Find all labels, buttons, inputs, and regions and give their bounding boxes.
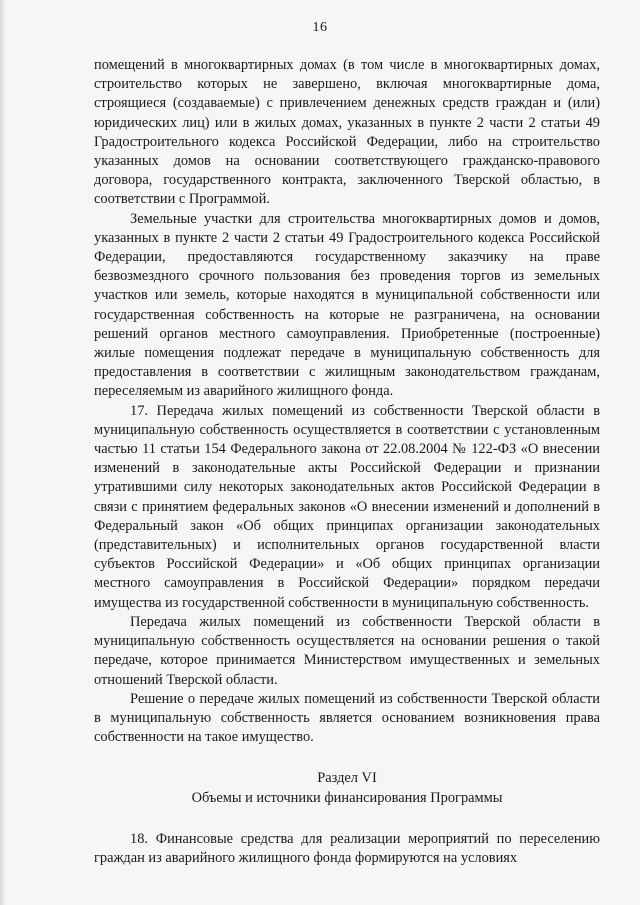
paragraph-item-17: 17. Передача жилых помещений из собственности Тверской области в муниципальную собственность осуществляется в соответствии с установленным частью 11 статьи 154 Федерального закона от 22.08.2004 № 122-ФЗ «О внесении изменений в законодательные акты Российской Федерации и признании утратившими силу некоторых законодательных актов Российской Федерации в связи с принятием федеральных законов «О внесении изменений и дополнений в Федеральный закон «Об общих принципах организации законодательных (представительных) и исполнительных органов государственной власти субъектов Российской Федерации» и «Об общих принципах организации местного самоуправления в Российской Федерации» порядком передачи имущества из государственной собственности в муниципальную собственность.: [94, 402, 600, 611]
paragraph-item-18: 18. Финансовые средства для реализации мероприятий по переселению граждан из аварийного жилищного фонда формируются на условиях: [94, 830, 600, 866]
section-subheading: Объемы и источники финансирования Программы: [191, 789, 503, 806]
paragraph-continuation: помещений в многоквартирных домах (в том числе в многоквартирных домах, строительство которых не завершено, включая многоквартирные дома, строящиеся (создаваемые) с привлечением денежных средств граждан и (или) юридических лиц) или в жилых домах, указанных в пункте 2 части 2 статьи 49 Градостроительного кодекса Российской Федерации, либо на строительство указанных домов на основании соответствующего гражданско-правового договора, государственного контракта, заключенного Тверской областью, в соответствии с Программой.: [94, 57, 600, 208]
document-body: [94, 56, 600, 868]
section-heading: Раздел VI: [317, 770, 377, 787]
page-edge-shadow: [0, 0, 6, 905]
paragraph-transfer-decision: Передача жилых помещений из собственности Тверской области в муниципальную собственность осуществляется на основании решения о такой передаче, которое принимается Министерством имущественных и земельных отношений Тверской области.: [94, 613, 600, 688]
paragraph-land-plots: Земельные участки для строительства многоквартирных домов и домов, указанных в пункте 2 части 2 статьи 49 Градостроительного кодекса Российской Федерации, предоставляются государственному заказчику на праве безвозмездного срочного пользования без проведения торгов из земельных участков или земель, которые находятся в муниципальной собственности или государственная собственность на которые не разграничена, на основании решений органов местного самоуправления. Приобретенные (построенные) жилые помещения подлежат передаче в муниципальную собственность для предоставления в соответствии с жилищным законодательством гражданам, переселяемым из аварийного жилищного фонда.: [94, 210, 600, 400]
page-number: 16: [312, 20, 328, 35]
paragraph-ownership-basis: Решение о передаче жилых помещений из собственности Тверской области в муниципальную собственность является основанием возникновения права собственности на такое имущество.: [94, 690, 600, 746]
